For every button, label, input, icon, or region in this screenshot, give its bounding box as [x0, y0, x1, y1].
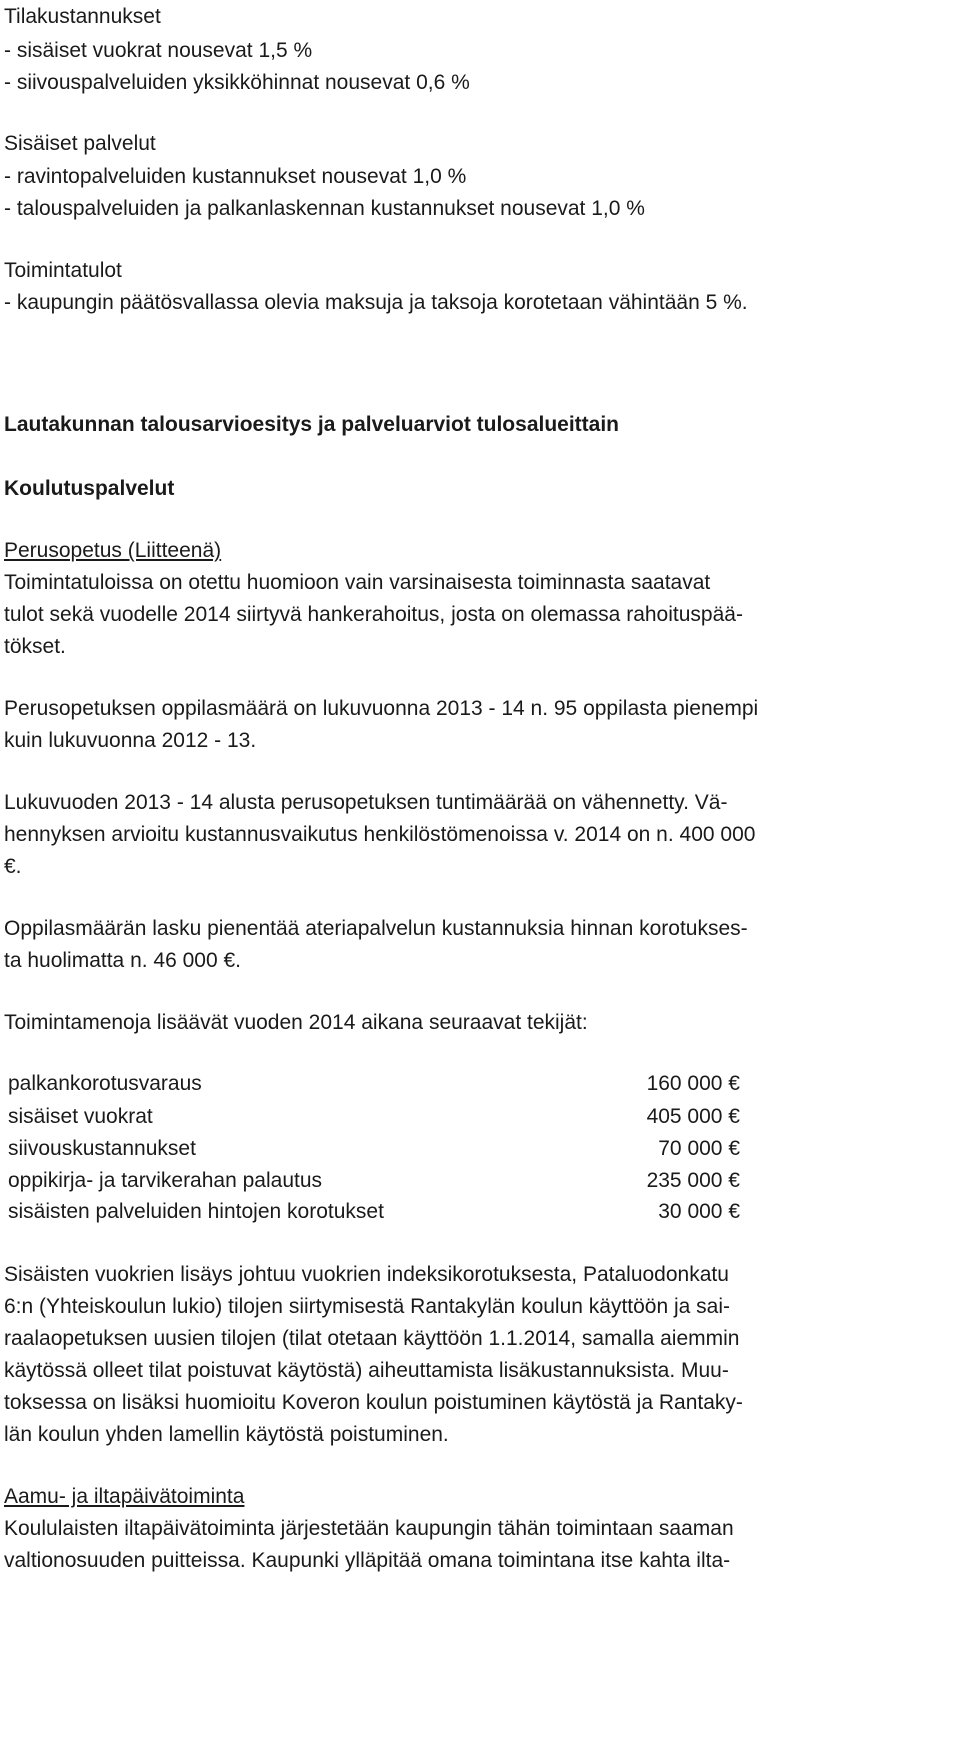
cost-value: 405 000 € — [646, 1105, 740, 1128]
text-line: - kaupungin päätösvallassa olevia maksuja ja taksoja korotetaan vähintään 5 %. — [4, 291, 748, 314]
text-line: käytössä olleet tilat poistuvat käytöstä) aiheuttamista lisäkustannuksista. Muu- — [4, 1359, 729, 1382]
text-line: ta huolimatta n. 46 000 €. — [4, 949, 241, 972]
heading-tilakustannukset: Tilakustannukset — [4, 5, 161, 28]
text-line: Toimintatuloissa on otettu huomioon vain varsinaisesta toiminnasta saatavat — [4, 571, 711, 594]
text-line: Lukuvuoden 2013 - 14 alusta perusopetuksen tuntimäärää on vähennetty. Vä- — [4, 791, 728, 814]
text-line: hennyksen arvioitu kustannusvaikutus henkilöstömenoissa v. 2014 on n. 400 000 — [4, 823, 756, 846]
cost-label: sisäisten palveluiden hintojen korotukset — [8, 1200, 384, 1223]
text-line: - talouspalveluiden ja palkanlaskennan kustannukset nousevat 1,0 % — [4, 197, 645, 220]
cost-label: palkankorotusvaraus — [8, 1072, 202, 1095]
underlined-heading-perusopetus: Perusopetus (Liitteenä) — [4, 539, 222, 562]
underlined-heading-aamu-iltapaivatoiminta: Aamu- ja iltapäivätoiminta — [4, 1485, 245, 1508]
cost-value: 70 000 € — [658, 1137, 740, 1160]
cost-label: sisäiset vuokrat — [8, 1105, 153, 1128]
text-line: valtionosuuden puitteissa. Kaupunki ylläpitää omana toimintana itse kahta ilta- — [4, 1549, 731, 1572]
text-line: - siivouspalveluiden yksikköhinnat nousevat 0,6 % — [4, 71, 470, 94]
heading-sisaiset-palvelut: Sisäiset palvelut — [4, 132, 156, 155]
cost-label: oppikirja- ja tarvikerahan palautus — [8, 1169, 323, 1192]
text-line: toksessa on lisäksi huomioitu Koveron koulun poistuminen käytöstä ja Rantaky- — [4, 1391, 743, 1414]
cost-label: siivouskustannukset — [8, 1137, 196, 1160]
text-line: Sisäisten vuokrien lisäys johtuu vuokrien indeksikorotuksesta, Pataluodonkatu — [4, 1263, 729, 1286]
text-line: tökset. — [4, 635, 66, 658]
text-line: - sisäiset vuokrat nousevat 1,5 % — [4, 39, 313, 62]
cost-value: 160 000 € — [646, 1072, 740, 1095]
text-line: Oppilasmäärän lasku pienentää ateriapalvelun kustannuksia hinnan korotukses- — [4, 917, 748, 940]
text-line: Koululaisten iltapäivätoiminta järjestetään kaupungin tähän toimintaan saaman — [4, 1517, 734, 1540]
text-line: 6:n (Yhteiskoulun lukio) tilojen siirtymisestä Rantakylän koulun käyttöön ja sai- — [4, 1295, 731, 1318]
section-title: Lautakunnan talousarvioesitys ja palveluarviot tulosalueittain — [4, 413, 619, 436]
text-line: Toimintamenoja lisäävät vuoden 2014 aikana seuraavat tekijät: — [4, 1011, 588, 1034]
text-line: län koulun yhden lamellin käytöstä poistuminen. — [4, 1423, 449, 1446]
text-line: kuin lukuvuonna 2012 - 13. — [4, 729, 257, 752]
text-line: Perusopetuksen oppilasmäärä on lukuvuonna 2013 - 14 n. 95 oppilasta pienempi — [4, 697, 759, 720]
cost-value: 235 000 € — [646, 1169, 740, 1192]
heading-toimintatulot: Toimintatulot — [4, 259, 122, 282]
cost-value: 30 000 € — [658, 1200, 740, 1223]
text-line: tulot sekä vuodelle 2014 siirtyvä hankerahoitus, josta on olemassa rahoituspää- — [4, 603, 743, 626]
text-line: €. — [4, 855, 22, 878]
subsection-title: Koulutuspalvelut — [4, 477, 175, 500]
text-line: raalaopetuksen uusien tilojen (tilat otetaan käyttöön 1.1.2014, samalla aiemmin — [4, 1327, 740, 1350]
text-line: - ravintopalveluiden kustannukset nousevat 1,0 % — [4, 165, 467, 188]
